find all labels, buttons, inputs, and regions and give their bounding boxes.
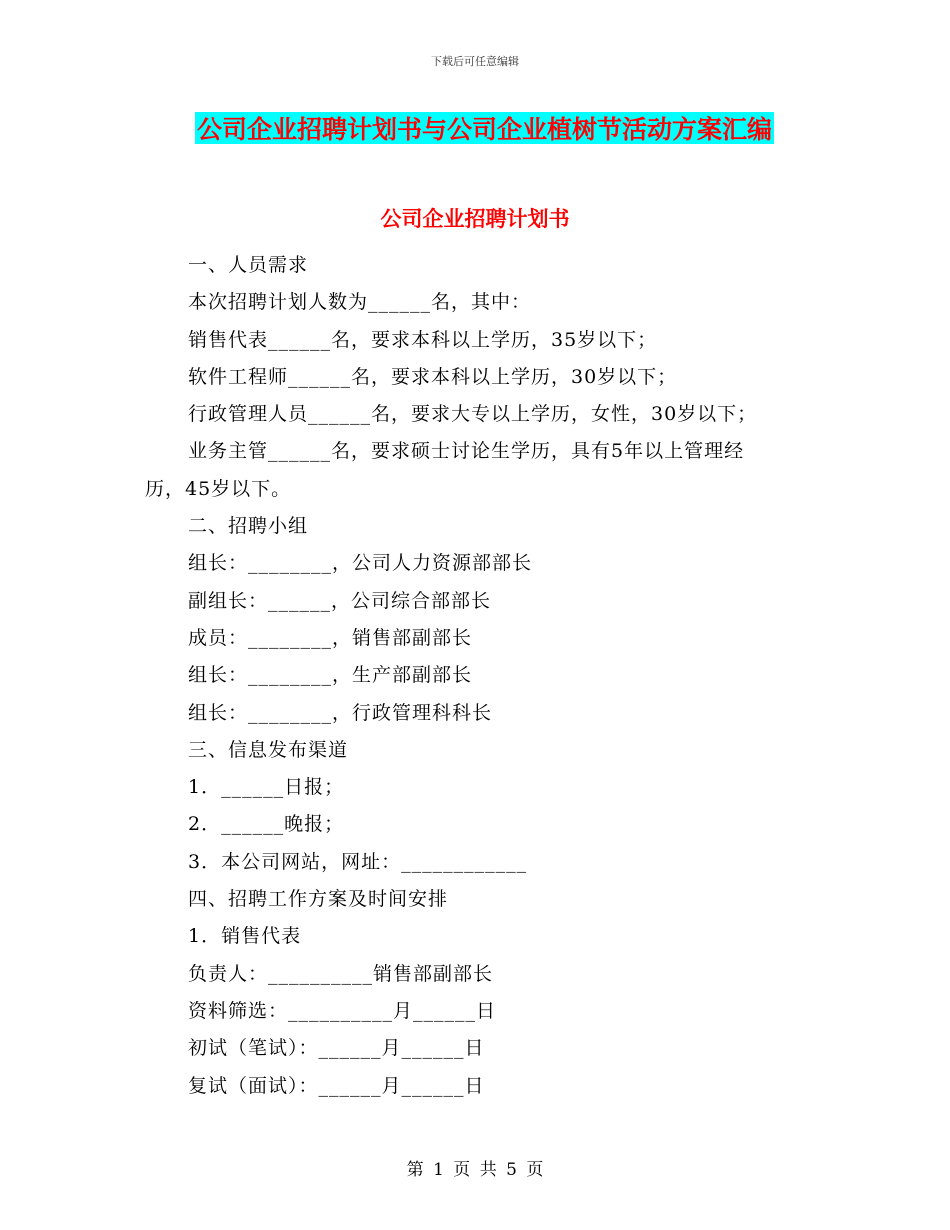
heading-schedule: 四、招聘工作方案及时间安排 <box>188 888 449 911</box>
page-number: 第 1 页 共 5 页 <box>406 1160 544 1180</box>
paragraph: 负责人：__________销售部副部长 <box>188 962 494 985</box>
paragraph: 组长：________，行政管理科科长 <box>188 701 493 724</box>
header-note: 下载后可任意编辑 <box>431 55 519 68</box>
heading-recruit-team: 二、招聘小组 <box>188 515 309 538</box>
paragraph: 组长：________，生产部副部长 <box>188 664 473 687</box>
paragraph-continuation: 历，45岁以下。 <box>145 477 292 500</box>
paragraph: 组长：________，公司人力资源部部长 <box>188 552 533 575</box>
paragraph: 资料筛选：__________月______日 <box>188 999 497 1022</box>
paragraph: 软件工程师______名，要求本科以上学历，30岁以下； <box>188 365 678 388</box>
section-title: 公司企业招聘计划书 <box>380 207 570 231</box>
paragraph: 副组长：______，公司综合部部长 <box>188 589 492 612</box>
paragraph: 复试（面试）：______月______日 <box>188 1074 485 1097</box>
main-title-highlight <box>195 112 774 144</box>
paragraph: 3．本公司网站，网址：____________ <box>188 850 528 873</box>
paragraph: 行政管理人员______名，要求大专以上学历，女性，30岁以下； <box>188 403 758 426</box>
paragraph: 本次招聘计划人数为______名，其中： <box>188 291 532 314</box>
paragraph: 业务主管______名，要求硕士讨论生学历，具有5年以上管理经 <box>188 440 745 463</box>
main-title: 公司企业招聘计划书与公司企业植树节活动方案汇编 <box>197 115 773 144</box>
paragraph: 初试（笔试）：______月______日 <box>188 1037 485 1060</box>
document-body <box>145 247 805 1105</box>
paragraph: 销售代表______名，要求本科以上学历，35岁以下； <box>188 328 658 351</box>
paragraph: 2．______晚报； <box>188 813 345 836</box>
paragraph: 1．______日报； <box>188 776 345 799</box>
paragraph: 1．销售代表 <box>188 925 302 948</box>
paragraph: 成员：________，销售部副部长 <box>188 626 473 649</box>
heading-staff-needs: 一、人员需求 <box>188 254 309 276</box>
heading-info-channels: 三、信息发布渠道 <box>188 738 349 761</box>
